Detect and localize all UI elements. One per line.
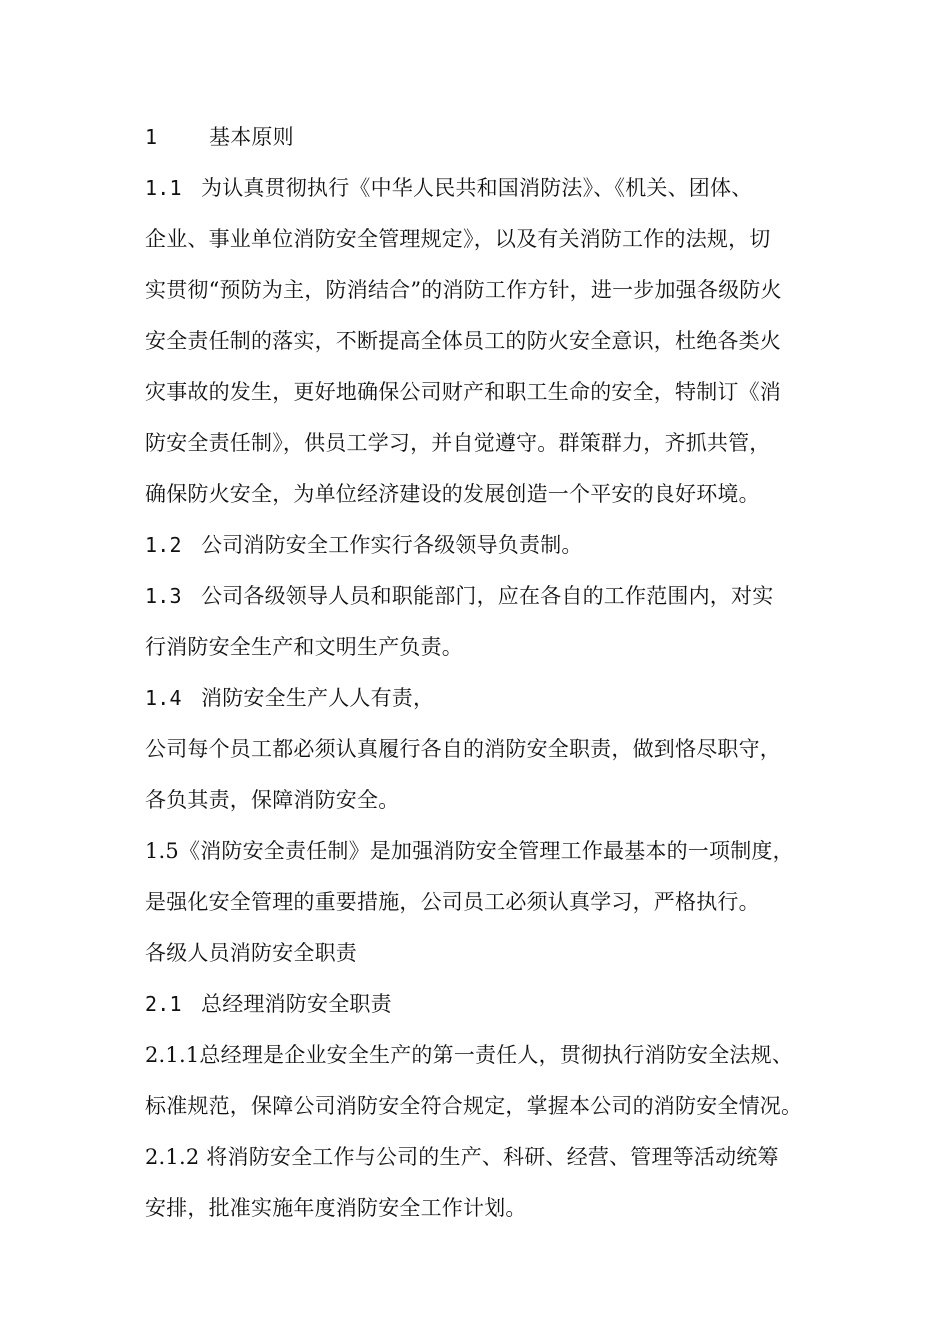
paragraph-line	[145, 1132, 815, 1183]
line-text: 2.1.1总经理是企业安全生产的第一责任人，贯彻执行消防安全法规、	[145, 1043, 794, 1067]
paragraph-line	[145, 163, 815, 214]
paragraph-line	[145, 622, 815, 673]
line-text: 灾事故的发生，更好地确保公司财产和职工生命的安全，特制订《消	[145, 380, 781, 404]
document-body	[145, 112, 815, 1234]
line-text: 各级人员消防安全职责	[145, 941, 357, 965]
line-number: 1.2	[145, 533, 182, 557]
line-text: 标准规范，保障公司消防安全符合规定，掌握本公司的消防安全情况。	[145, 1094, 803, 1118]
line-text: 防安全责任制》，供员工学习，并自觉遵守。群策群力，齐抓共管，	[145, 431, 771, 455]
paragraph-line	[145, 1183, 815, 1234]
line-text: 公司消防安全工作实行各级领导负责制。	[201, 533, 583, 557]
paragraph-line	[145, 469, 815, 520]
paragraph-line	[145, 1030, 815, 1081]
line-number: 1	[145, 125, 158, 149]
section-heading	[145, 112, 815, 163]
paragraph-line	[145, 265, 815, 316]
line-text: 2.1.2 将消防安全工作与公司的生产、科研、经营、管理等活动统筹	[145, 1145, 779, 1169]
line-text: 消防安全生产人人有责，	[201, 686, 435, 710]
paragraph-line	[145, 724, 815, 775]
paragraph-line	[145, 826, 815, 877]
line-text: 为认真贯彻执行《中华人民共和国消防法》、《机关、团体、	[201, 176, 753, 200]
line-text: 企业、事业单位消防安全管理规定》，以及有关消防工作的法规，切	[145, 227, 771, 251]
line-text: 确保防火安全，为单位经济建设的发展创造一个平安的良好环境。	[145, 482, 760, 506]
line-number: 1.1	[145, 176, 182, 200]
line-text: 安排，批准实施年度消防安全工作计划。	[145, 1196, 527, 1220]
line-text: 基本原则	[209, 125, 294, 149]
paragraph-line	[145, 673, 815, 724]
line-number: 2.1	[145, 992, 182, 1016]
line-number: 1.4	[145, 686, 182, 710]
paragraph-line	[145, 214, 815, 265]
paragraph-line	[145, 571, 815, 622]
line-text: 公司每个员工都必须认真履行各自的消防安全职责，做到恪尽职守，	[145, 737, 781, 761]
paragraph-line	[145, 1081, 815, 1132]
subsection-heading	[145, 979, 815, 1030]
section-heading	[145, 928, 815, 979]
line-text: 安全责任制的落实，不断提高全体员工的防火安全意识，杜绝各类火	[145, 329, 781, 353]
paragraph-line	[145, 367, 815, 418]
line-text: 实贯彻“预防为主，防消结合”的消防工作方针，进一步加强各级防火	[145, 278, 782, 302]
line-number: 1.3	[145, 584, 182, 608]
paragraph-line	[145, 775, 815, 826]
line-text: 各负其责，保障消防安全。	[145, 788, 400, 812]
line-text: 总经理消防安全职责	[201, 992, 392, 1016]
line-text: 行消防安全生产和文明生产负责。	[145, 635, 463, 659]
line-text: 是强化安全管理的重要措施，公司员工必须认真学习，严格执行。	[145, 890, 760, 914]
paragraph-line	[145, 520, 815, 571]
line-text: 公司各级领导人员和职能部门，应在各自的工作范围内，对实	[201, 584, 774, 608]
line-text: 1.5《消防安全责任制》是加强消防安全管理工作最基本的一项制度，	[145, 839, 794, 863]
paragraph-line	[145, 316, 815, 367]
paragraph-line	[145, 418, 815, 469]
paragraph-line	[145, 877, 815, 928]
